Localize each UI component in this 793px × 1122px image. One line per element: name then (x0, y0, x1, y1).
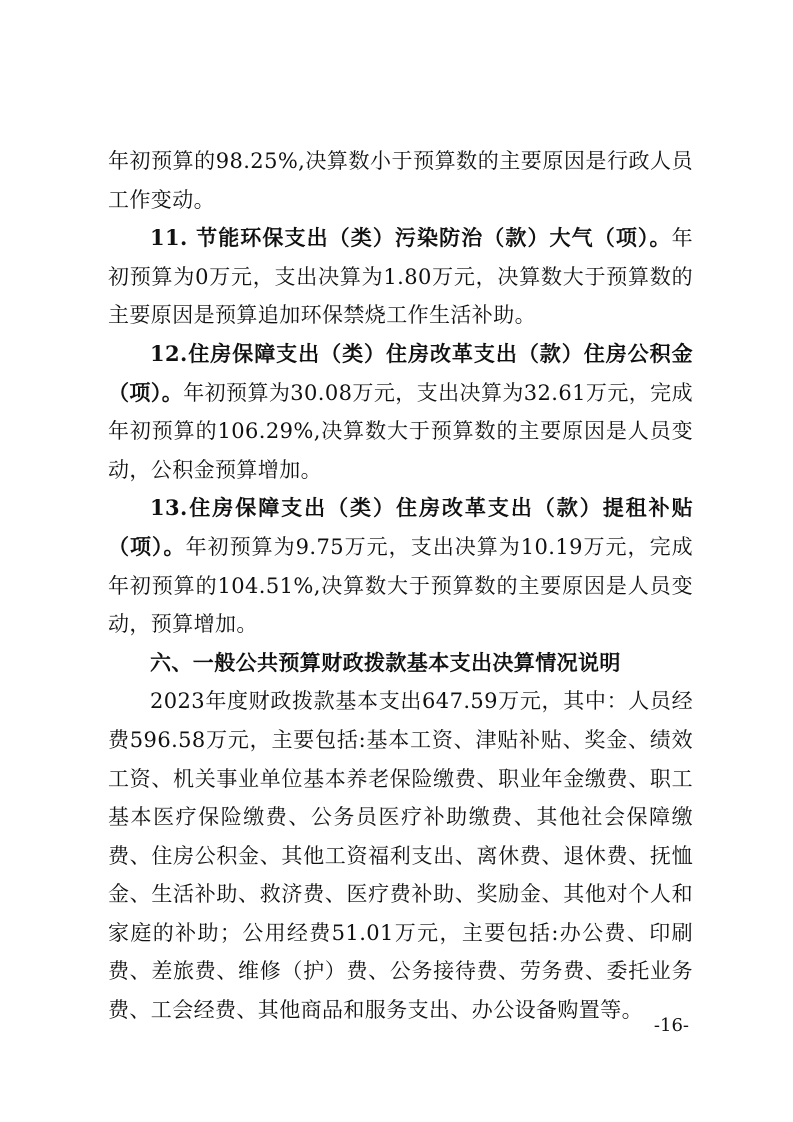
paragraph-continuation: 年初预算的98.25%,决算数小于预算数的主要原因是行政人员工作变动。 (108, 149, 693, 212)
item-11-heading: 11. 节能环保支出（类）污染防治（款）大气（项）。 (150, 225, 672, 251)
item-13-heading: 13.住房保障支出（类）住房改革支出（款）提租补贴（项）。 (108, 495, 693, 559)
item-12-heading: 12.住房保障支出（类）住房改革支出（款）住房公积金（项）。 (108, 340, 693, 405)
paragraph-basic-expenditure: 2023年度财政拨款基本支出647.59万元，其中：人员经费596.58万元，主要包括:基本工资、津贴补贴、奖金、绩效工资、机关事业单位基本养老保险缴费、职业年金缴费、职工基本医疗保险缴费、公务员医疗补助缴费、其他社会保障缴费、住房公积金、其他工资福利支出、离休费、退休费、抚恤金、生活补助、救济费、医疗费补助、奖励金、其他对个人和家庭的补助；公用经费51.01万元，主要包括:办公费、印刷费、差旅费、维修（护）费、公务接待费、劳务费、委托业务费、工会经费、其他商品和服务支出、办公设备购置等。 (108, 689, 693, 1023)
item-11-body: 年初预算为0万元，支出决算为1.80万元，决算数大于预算数的主要原因是预算追加环保禁烧工作生活补助。 (108, 226, 693, 328)
paragraph-item-12 (108, 335, 693, 489)
item-13-body: 年初预算为9.75万元，支出决算为10.19万元，完成年初预算的104.51%,决算数大于预算数的主要原因是人员变动，预算增加。 (108, 534, 693, 637)
item-12-body: 年初预算为30.08万元，支出决算为32.61万元，完成年初预算的106.29%,决算数大于预算数的主要原因是人员变动，公积金预算增加。 (108, 380, 693, 482)
page-number: -16- (653, 1015, 689, 1036)
section-title: 六、一般公共预算财政拨款基本支出决算情况说明 (150, 650, 621, 675)
document-body (108, 142, 693, 1030)
paragraph-item-11 (108, 219, 693, 335)
paragraph-item-13 (108, 489, 693, 643)
